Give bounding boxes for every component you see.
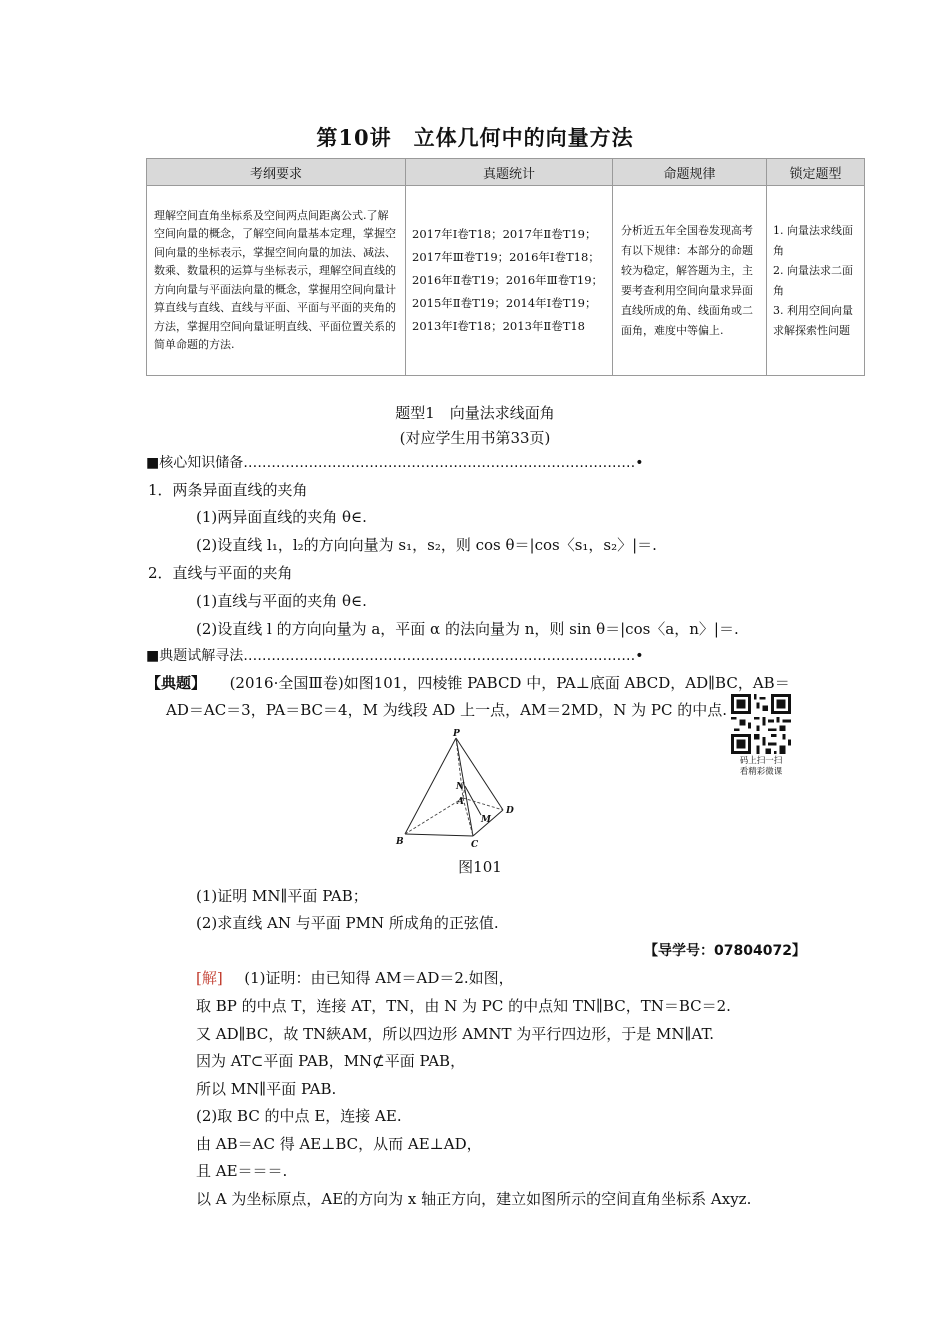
syllabus-table: [146, 158, 865, 376]
solution-line: 由 AB＝AC 得 AE⊥BC，从而 AE⊥AD，: [196, 1135, 482, 1153]
edge-PB: [405, 738, 456, 834]
qr-caption-line: 码上扫一扫: [739, 756, 783, 766]
solution-line: 且 AE＝＝＝.: [196, 1162, 288, 1180]
solution-label: [解]: [196, 969, 223, 987]
solution-line: (2)取 BC 的中点 E，连接 AE.: [196, 1107, 402, 1125]
label-M: M: [481, 815, 491, 825]
edge-AD: [463, 798, 503, 810]
qr-code-icon[interactable]: [731, 694, 791, 754]
stats-line: 2017年Ⅰ卷T18；2017年Ⅱ卷T19；: [412, 227, 597, 241]
edge-BC: [405, 834, 473, 836]
label-N: N: [456, 782, 465, 792]
qr-caption: [726, 756, 796, 778]
example-header: ■典题试解寻法…………………………………………………………………………•: [146, 648, 644, 664]
type-item: 1. 向量法求线面角: [773, 223, 853, 257]
solution-line: 所以 MN∥平面 PAB.: [196, 1080, 337, 1098]
question-2: (2)求直线 AN 与平面 PMN 所成角的正弦值.: [196, 914, 499, 932]
example-text-1: (2016·全国Ⅲ卷)如图101，四棱锥 PABCD 中，PA⊥底面 ABCD，AD∥BC，AB＝: [229, 674, 790, 692]
header-types: 锁定题型: [767, 159, 865, 186]
label-P: P: [453, 729, 460, 739]
qr-caption-line: 看精彩微课: [739, 767, 783, 777]
example-line-2: AD＝AC＝3，PA＝BC＝4，M 为线段 AD 上一点，AM＝2MD，N 为 PC 的中点.: [166, 701, 727, 719]
label-D: D: [506, 806, 514, 816]
stats-cell: [406, 186, 613, 376]
table-header-row: [147, 159, 865, 186]
label-C: C: [471, 840, 479, 850]
type-item: 2. 向量法求二面角: [773, 263, 853, 297]
example-line-1: [146, 672, 790, 693]
question-1: (1)证明 MN∥平面 PAB；: [196, 887, 368, 905]
label-A: A: [457, 797, 464, 807]
knowledge-1-title: 1．两条异面直线的夹角: [148, 481, 308, 499]
page-title: 第10讲 立体几何中的向量方法: [316, 125, 634, 150]
solution-text: (1)证明：由已知得 AM＝AD＝2.如图，: [244, 969, 514, 987]
header-stats: 真题统计: [406, 159, 613, 186]
header-requirement: 考纲要求: [147, 159, 406, 186]
table-body-row: [147, 186, 865, 376]
requirement-cell: 理解空间直角坐标系及空间两点间距离公式.了解空间向量的概念，了解空间向量基本定理，掌握空间向量的坐标表示，掌握空间向量的加法、减法、数乘、数量积的运算与坐标表示，理解空间直线的方向向量与平面法向量的概念，掌握用空间向量计算直线与直线、直线与平面、平面与平面的夹角的方法，掌握用空间向量证明直线、平面位置关系的简单命题的方法.: [147, 186, 406, 376]
knowledge-2b: (2)设直线 l 的方向向量为 a，平面 α 的法向量为 n，则 sin θ＝|cos〈a，n〉|＝.: [196, 620, 739, 638]
stats-line: 2016年Ⅱ卷T19；2016年Ⅲ卷T19；: [412, 273, 604, 287]
label-B: B: [396, 837, 404, 847]
stats-line: 2017年Ⅲ卷T19；2016年Ⅰ卷T18；: [412, 250, 600, 264]
segment-MN: [465, 786, 481, 815]
section-title: 题型1 向量法求线面角: [395, 404, 555, 422]
guide-number: 【导学号：07804072】: [644, 943, 806, 959]
rule-cell: 分析近五年全国卷发现高考有以下规律：本部分的命题较为稳定，解答题为主，主要考查利用空间向量求异面直线所成的角、线面角或二面角，难度中等偏上.: [613, 186, 767, 376]
stats-line: 2013年Ⅰ卷T18；2013年Ⅱ卷T18: [412, 319, 585, 333]
section-ref: (对应学生用书第33页): [399, 429, 551, 447]
knowledge-1a: (1)两异面直线的夹角 θ∈.: [196, 508, 367, 526]
types-cell: [767, 186, 865, 376]
solution-line: 以 A 为坐标原点，AE的方向为 x 轴正方向，建立如图所示的空间直角坐标系 Axyz.: [196, 1190, 752, 1208]
solution-line: 又 AD∥BC，故 TN綊AM，所以四边形 AMNT 为平行四边形，于是 MN∥AT.: [196, 1025, 715, 1043]
core-knowledge-header: ■核心知识储备…………………………………………………………………………•: [146, 455, 644, 471]
header-rule: 命题规律: [613, 159, 767, 186]
edge-AC: [463, 798, 473, 836]
edge-BA: [405, 798, 463, 834]
solution-line: 取 BP 的中点 T，连接 AT，TN，由 N 为 PC 的中点知 TN∥BC，TN＝BC＝2.: [196, 997, 731, 1015]
knowledge-1b: (2)设直线 l₁，l₂的方向向量为 s₁，s₂，则 cos θ＝|cos〈s₁，s₂〉|＝.: [196, 536, 657, 554]
example-label: 【典题】: [146, 674, 207, 692]
stats-line: 2015年Ⅱ卷T19；2014年Ⅰ卷T19；: [412, 296, 597, 310]
figure-caption: 图101: [458, 858, 502, 876]
pyramid-figure: [393, 726, 523, 850]
type-item: 3. 利用空间向量求解探索性问题: [773, 303, 853, 337]
solution-line-1: [196, 967, 514, 988]
knowledge-2a: (1)直线与平面的夹角 θ∈.: [196, 592, 367, 610]
knowledge-2-title: 2．直线与平面的夹角: [148, 564, 293, 582]
solution-line: 因为 AT⊂平面 PAB，MN⊄平面 PAB，: [196, 1052, 466, 1070]
